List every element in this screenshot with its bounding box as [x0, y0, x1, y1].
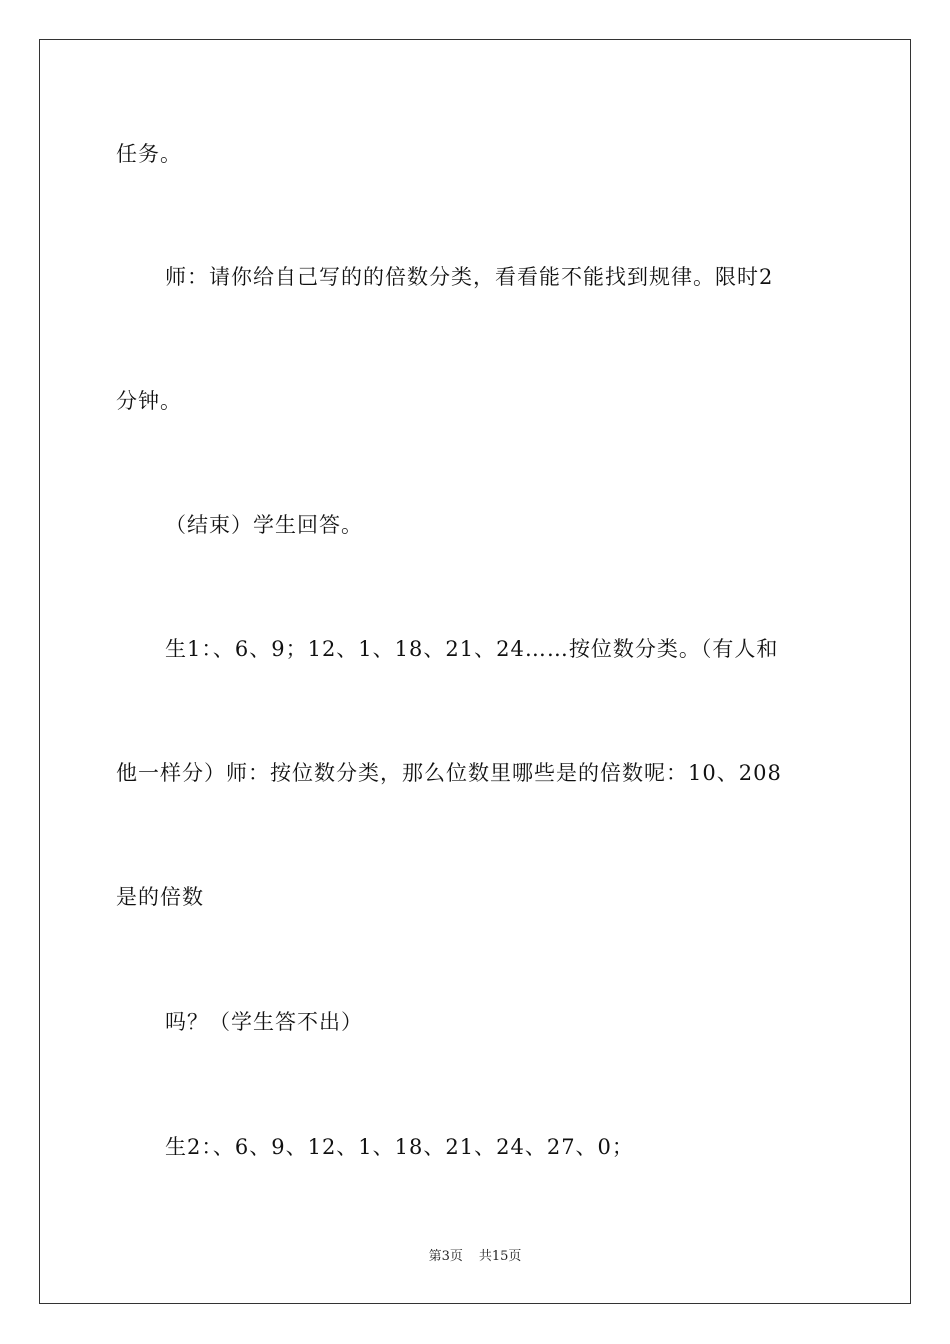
- text-line-9: 生2：、6、9、12、1、18、21、24、27、0；: [165, 1135, 634, 1159]
- text-line-5: 生1：、6、9；12、1、18、21、24……按位数分类。（有人和: [165, 637, 779, 661]
- page-number: 第3页: [428, 1249, 463, 1264]
- text-line-1: 任务。: [116, 142, 182, 166]
- text-line-7: 是的倍数: [116, 885, 204, 909]
- text-line-2: 师：请你给自己写的的倍数分类，看看能不能找到规律。限时2: [165, 265, 774, 289]
- text-line-4: （结束）学生回答。: [165, 513, 363, 537]
- page-total: 共15页: [478, 1249, 522, 1264]
- page-footer: [0, 1248, 950, 1266]
- text-line-8: 吗？（学生答不出）: [165, 1010, 363, 1034]
- page-border: [39, 39, 911, 1304]
- text-line-3: 分钟。: [116, 389, 182, 413]
- text-line-6: 他一样分）师：按位数分类，那么位数里哪些是的倍数呢：10、208: [116, 761, 782, 785]
